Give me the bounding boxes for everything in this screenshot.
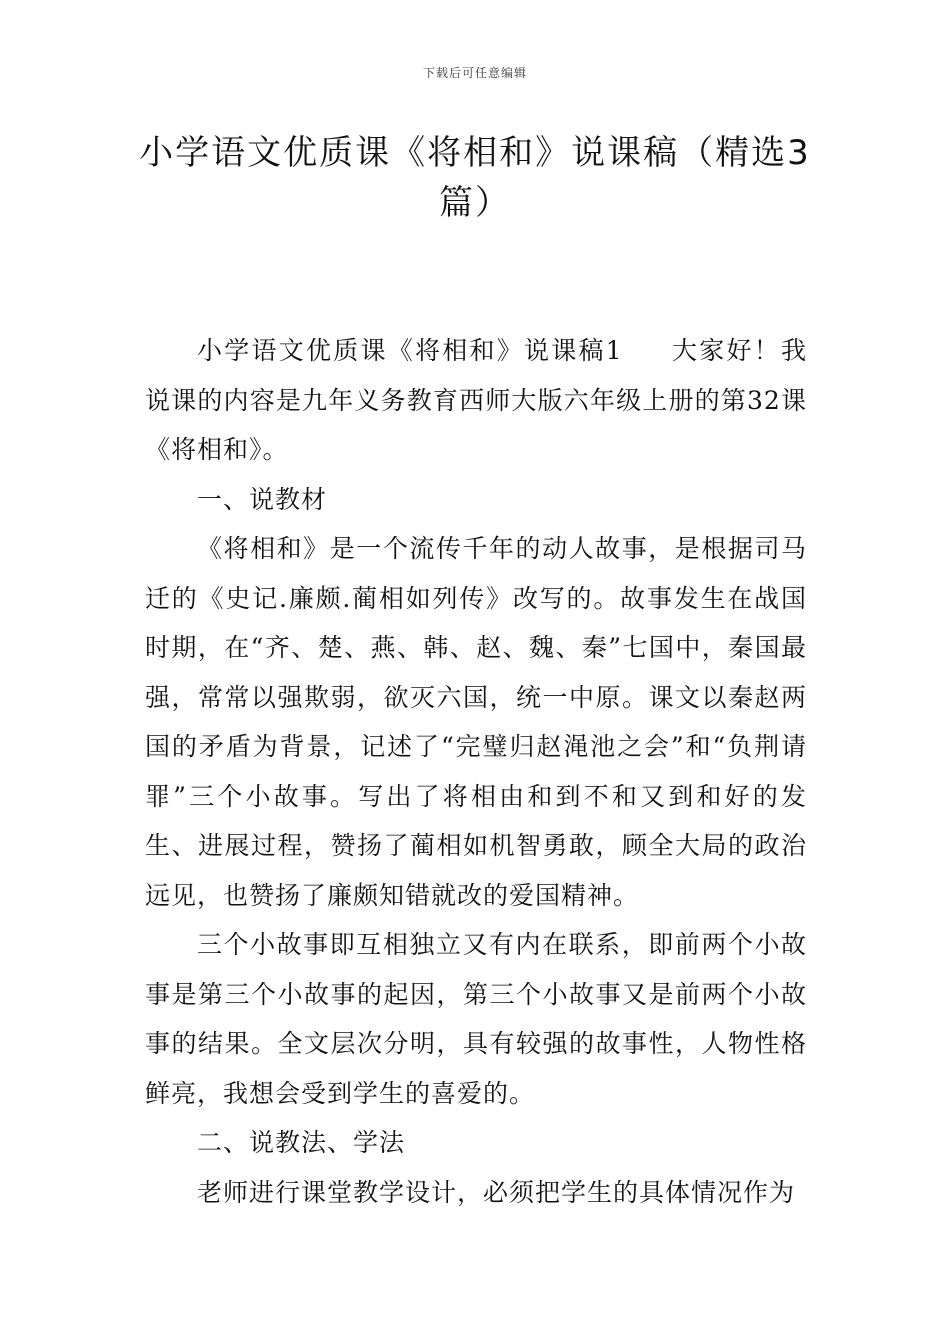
document-title: 小学语文优质课《将相和》说课稿（精选3篇） — [139, 133, 811, 223]
page-header-note: 下载后可任意编辑 — [422, 66, 527, 80]
paragraph-textbook-intro: 《将相和》是一个流传千年的动人故事，是根据司马迁的《史记.廉颇.蔺相如列传》改写的。故事发生在战国时期，在“齐、楚、燕、韩、赵、魏、秦”七国中，秦国最强，常常以强欺弱，欲灭六国，统一中原。课文以秦赵两国的矛盾为背景，记述了“完璧归赵渑池之会”和“负荆请罪”三个小故事。写出了将相由和到不和又到和好的发生、进展过程，赞扬了蔺相如机智勇敢，顾全大局的政治远见，也赞扬了廉颇知错就改的爱国精神。 — [145, 534, 807, 910]
intro-text: 大家好！我说课的内容是九年义务教育西师大版六年级上册的第32课《将相和》。 — [145, 336, 807, 464]
intro-lead: 小学语文优质课《将相和》说课稿1 — [197, 336, 623, 365]
intro-paragraph — [145, 326, 807, 475]
paragraph-story-structure: 三个小故事即互相独立又有内在联系，即前两个小故事是第三个小故事的起因，第三个小故事又是前两个小故事的结果。全文层次分明，具有较强的故事性，人物性格鲜亮，我想会受到学生的喜爱的。 — [145, 930, 807, 1108]
section-heading-methods: 二、说教法、学法 — [197, 1128, 406, 1157]
document-body — [145, 326, 807, 1217]
section-heading-textbook: 一、说教材 — [197, 484, 328, 514]
paragraph-teaching-design: 老师进行课堂教学设计，必须把学生的具体情况作为 — [197, 1177, 796, 1207]
